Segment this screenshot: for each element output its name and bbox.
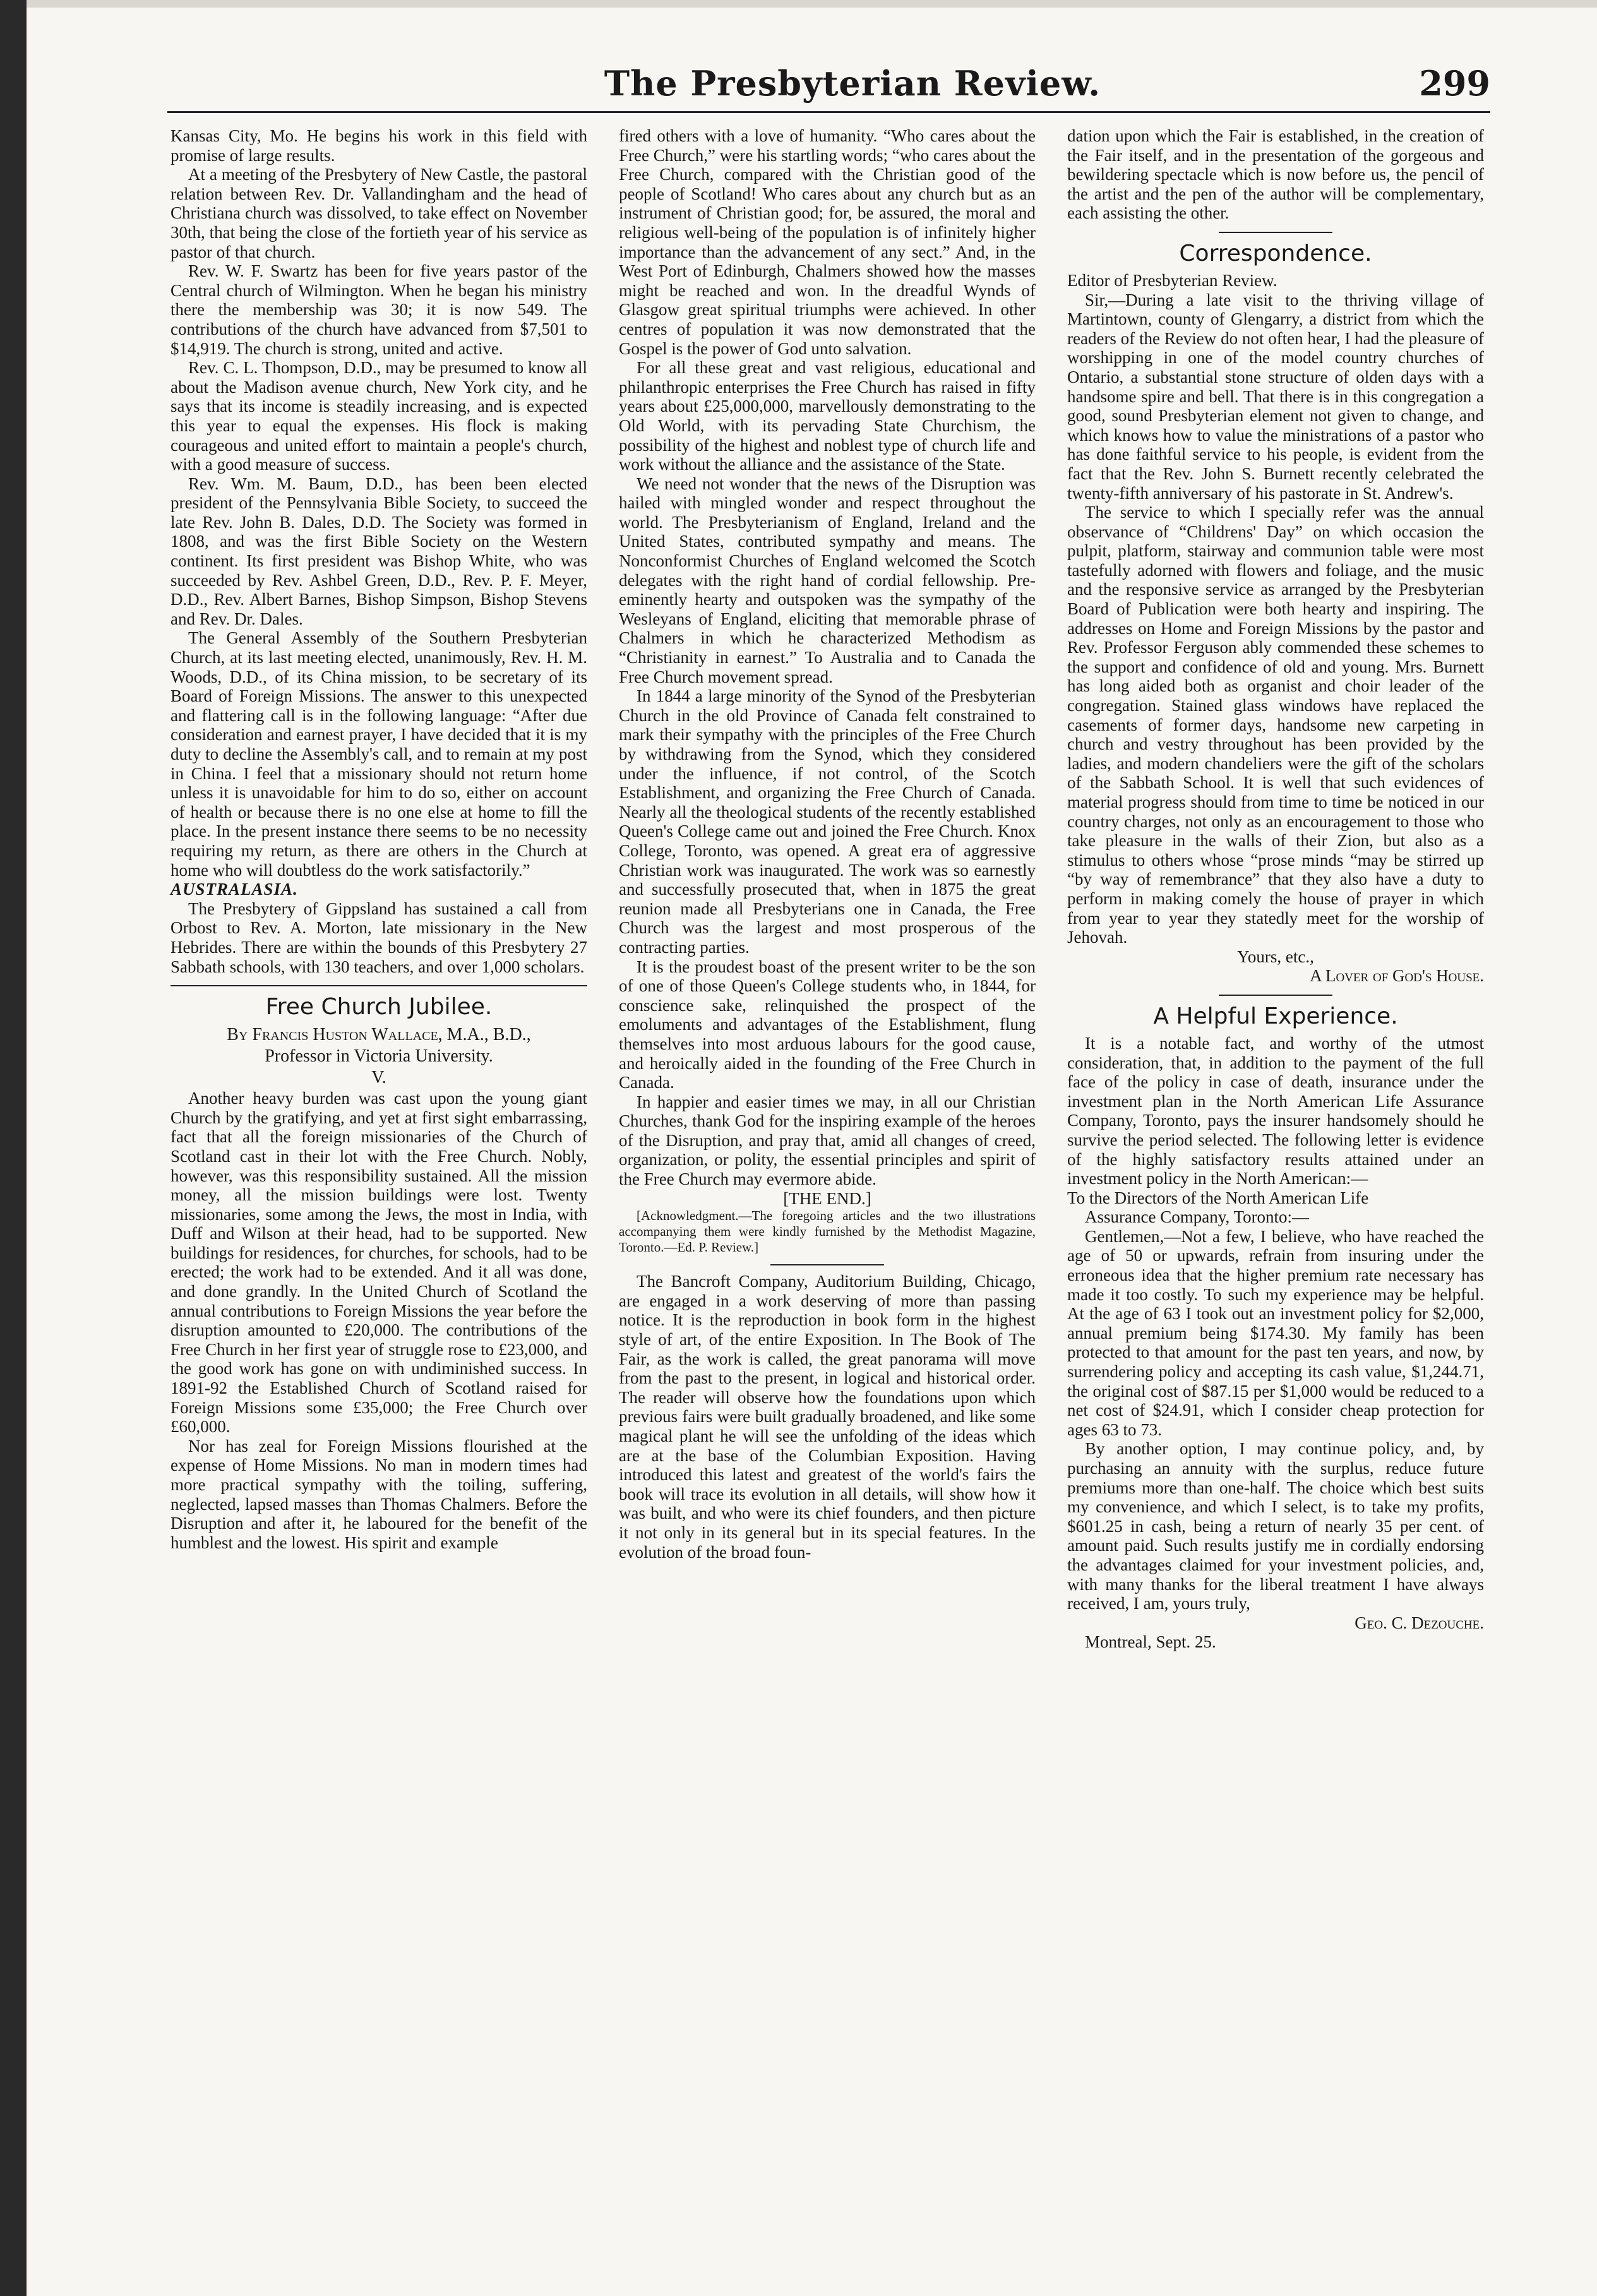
col2-paragraph-2: For all these great and vast religious, educational and philanthropic enterprises the Free Church has raised in fifty years about £25,000,000, marvellously demonstrating to the Old World, with its pervading State Churchism, the possibility of the highest and noblest type of church life and work without the alliance and the assistance of the State. [619,358,1036,474]
article-part-number: V. [371,1068,386,1088]
col1-paragraph-5: Rev. Wm. M. Baum, D.D., has been been elected president of the Pennsylvania Bible Society, to succeed the late Rev. John B. Dales, D.D. The Society was formed in 1808, and was the first Bible Society on the Western continent. Its first president was Bishop White, who was succeeded by Rev. Ashbel Green, D.D., Rev. P. F. Meyer, D.D., Rev. Albert Barnes, Bishop Simpson, Bishop Stevens and Rev. Dr. Dales. [170,474,587,628]
letter-dateline: Montreal, Sept. 25. [1085,1632,1216,1652]
col1-paragraph-3: Rev. W. F. Swartz has been for five years pastor of the Central church of Wilmington. When he began his ministry there the membership was 30; it is now 549. The contributions of the church have advanced from $7,501 to $14,919. The church is strong, united and active. [170,261,587,358]
col1-paragraph-4: Rev. C. L. Thompson, D.D., may be presumed to know all about the Madison avenue church, New York city, and he says that its income is steadily increasing, and is expected this year to equal the expenses. His flock is making courageous and united effort to maintain a people's church, with a good measure of success. [170,358,587,474]
col3-paragraph-5: Gentlemen,—Not a few, I believe, who have reached the age of 50 or upwards, refrain from insuring under the erroneous idea that the higher premium rate necessary has made it too costly. To such my experience may be helpful. At the age of 63 I took out an investment policy for $2,000, annual premium being $174.30. My family has been protected to that amount for the past ten years, and now, by surrendering policy and accepting its cash value, $1,244.71, the original cost of $87.15 per $1,000 would be reduced to a net cost of $24.91, which I consider cheap protection for ages 63 to 73. [1067,1226,1484,1439]
col1-paragraph-8: Another heavy burden was cast upon the young giant Church by the gratifying, and yet at first sight embarrassing, fact that all the foreign missionaries of the Church of Scotland cast in their lot with the Free Church. Nobly, however, was this responsibility sustained. All the mission money, all the mission buildings were lost. Twenty missionaries, some among the Jews, the most in India, with Duff and Wilson at their head, had to be supported. New buildings for residences, for churches, for schools, had to be erected; the work had to be extended. And it all was done, and done grandly. In the United Church of Scotland the annual contributions to Foreign Missions the year before the disruption amounted to £20,000. The contributions of the Free Church in her first year of struggle rose to £23,000, and the good work has gone on with undiminished success. In 1891-92 the Established Church of Scotland raised for Foreign Missions some £35,000; the Free Church over £60,000. [170,1089,587,1437]
letter-addressee-line-2: Assurance Company, Toronto:— [1085,1207,1310,1227]
col3-paragraph-3: The service to which I specially refer was the annual observance of “Childrens' Day” on which occasion the pulpit, platform, stairway and communion table were most tastefully adorned with flowers and foliage, and the music and the responsive service as arranged by the Presbyterian Board of Publication were both hearty and inspiring. The addresses on Home and Foreign Missions by the pastor and Rev. Professor Ferguson ably commended these schemes to the support and confidence of old and young. Mrs. Burnett has long aided both as organist and choir leader of the congregation. Stained glass windows have replaced the casements of former days, handsome new carpeting in church and vestry throughout has been provided by the ladies, and modern chandeliers were the gift of the scholars of the Sabbath School. It is well that such evidences of material progress should from time to time be noticed in our country charges, not only as an encouragement to those who take pleasure in the walls of their Zion, but also as a stimulus to others whose “prose minds “may be stirred up “by way of remembrance” that they also have a duty to perform in making comely the house of prayer in which from year to year they statedly meet for the worship of Jehovah. [1067,503,1484,947]
divider [1219,995,1332,996]
col2-paragraph-1: fired others with a love of humanity. “Who cares about the Free Church,” were his startling words; “who cares about the Free Church, compared with the Christian good of the people of Scotland! Who cares about any church but as an instrument of Christian good; for, be assured, the moral and religious well-being of the population is of infinitely higher importance than the advancement of any sect.” And, in the West Port of Edinburgh, Chalmers showed how the masses might be reached and won. In the dreadful Wynds of Glasgow great spiritual triumphs were achieved. In other centres of population it was now demonstrated that the Gospel is the power of God unto salvation. [619,126,1036,358]
column-1 [170,126,587,1552]
col1-paragraph-9: Nor has zeal for Foreign Missions flourished at the expense of Home Missions. No man in modern times had more practical sympathy with the toiling, suffering, neglected, lapsed masses than Thomas Chalmers. Before the Disruption and after it, he laboured for the benefit of the humblest and the lowest. His spirit and example [170,1436,587,1552]
divider [770,1264,884,1265]
helpful-experience-heading: A Helpful Experience. [1153,1003,1398,1029]
letter-signature: A Lover of God's House. [1310,966,1484,986]
page-binding-edge [0,0,27,2296]
col2-paragraph-6: In happier and easier times we may, in all our Christian Churches, thank God for the inspiring example of the heroes of the Disruption, and pray that, amid all changes of creed, organization, or polity, the essential principles and spirit of the Free Church may evermore abide. [619,1092,1036,1189]
page-top-edge [0,0,1597,8]
col1-paragraph-2: At a meeting of the Presbytery of New Castle, the pastoral relation between Rev. Dr. Vallandingham and the head of Christiana church was dissolved, to take effect on November 30th, that being the close of the fortieth year of his service as pastor of that church. [170,165,587,261]
section-divider [170,985,587,986]
divider [1219,232,1332,233]
acknowledgment-note: [Acknowledgment.—The foregoing articles and the two illustrations accompanying them were kindly furnished by the Methodist Magazine, Toronto.—Ed. P. Review.] [619,1208,1036,1255]
col1-paragraph-1: Kansas City, Mo. He begins his work in this field with promise of large results. [170,126,587,165]
header-rule [167,111,1490,113]
column-3 [1067,126,1484,1652]
article-byline: By Francis Huston Wallace, M.A., B.D., [227,1025,531,1045]
col2-paragraph-4: In 1844 a large minority of the Synod of the Presbyterian Church in the old Province of Canada felt constrained to mark their sympathy with the principles of the Free Church by withdrawing from the Synod, which they considered under the influence, if not control, of the Scotch Establishment, and organizing the Free Church of Canada. Nearly all the theological students of the recently established Queen's College came out and joined the Free Church. Knox College, Toronto, was opened. A great era of aggressive Christian work was inaugurated. The work was so earnestly and successfully prosecuted that, when in 1875 the great reunion made all Presbyterians one in Canada, the Free Church was the largest and most prosperous of the contracting parties. [619,686,1036,957]
col3-paragraph-4: It is a notable fact, and worthy of the utmost consideration, that, in addition to the payment of the full face of the policy in case of death, insurance under the investment plan in the North American Life Assurance Company, Toronto, pays the insurer handsomely should he survive the period selected. The following letter is evidence of the highly satisfactory results attained under an investment policy in the North American:— [1067,1033,1484,1188]
the-end-marker: [THE END.] [783,1188,871,1208]
page-number: 299 [1419,63,1490,104]
col1-australasia-label [170,880,587,899]
page-header-title: The Presbyterian Review. [604,63,1101,104]
col3-paragraph-2: Sir,—During a late visit to the thriving village of Martintown, county of Glengarry, a district from which the readers of the Review do not often hear, I had the pleasure of worshipping in one of the model country churches of Ontario, a substantial stone structure of olden days with a handsome spire and bell. That there is in this congregation a good, sound Presbyterian element not given to change, and which knows how to value the ministrations of a pastor who has done faithful service to his people, is evident from the fact that the Rev. John S. Burnett recently celebrated the twenty-fifth anniversary of his pastorate in St. Andrew's. [1067,290,1484,503]
letter-signer: Geo. C. Dezouche. [1355,1613,1484,1632]
col2-paragraph-3: We need not wonder that the news of the Disruption was hailed with mingled wonder and respect throughout the world. The Presbyterianism of England, Ireland and the United States, contributed sympathy and means. The Nonconformist Churches of England welcomed the Scotch delegates with the right hand of cordial fellowship. Pre-eminently hearty and outspoken was the sympathy of the Wesleyans of England, eliciting that memorable phrase of Chalmers in which he characterized Methodism as “Christianity in earnest.” To Australia and to Canada the Free Church movement spread. [619,474,1036,686]
letter-closing: Yours, etc., [1237,947,1314,966]
correspondence-heading: Correspondence. [1179,240,1372,266]
column-2 [619,126,1036,1562]
col1-paragraph-6: The General Assembly of the Southern Presbyterian Church, at its last meeting elected, unanimously, Rev. H. M. Woods, D.D., of its China mission, to be secretary of its Board of Foreign Missions. The answer to this unexpected and flattering call is in the following language: “After due consideration and earnest prayer, I have decided that it is my duty to decline the Assembly's call, and to remain at my post in China. I feel that a missionary should not return home unless it is unavoidable for him to do so, either on account of health or because there is no one else at home to fill the place. In the present instance there seems to be no necessity requiring my return, as there are others in the Church at home who will doubtless do the work satisfactorily.” [170,628,587,880]
col2-paragraph-7: The Bancroft Company, Auditorium Building, Chicago, are engaged in a work deserving of more than passing notice. It is the reproduction in book form in the highest style of art, of the entire Exposition. In The Book of The Fair, as the work is called, the great panorama will move from the past to the present, in logical and historical order. The reader will observe how the foundations upon which previous fairs were built gradually broadened, and like some magical plant he will see the unfolding of the ideas which are at the base of the Columbian Exposition. Having introduced this latest and greatest of the world's fairs the book will trace its evolution in all details, will show how it was built, and who were its chief founders, and then picture it not only in its general but in its special features. In the evolution of the broad foun- [619,1272,1036,1562]
col1-paragraph-7: The Presbytery of Gippsland has sustained a call from Orbost to Rev. A. Morton, late missionary in the New Hebrides. There are within the bounds of this Presbytery 27 Sabbath schools, with 130 teachers, and over 1,000 scholars. [170,899,587,976]
australasia-label: AUSTRALASIA. [170,880,298,899]
letter-addressee-line-1: To the Directors of the North American Life [1067,1188,1369,1207]
free-church-jubilee-heading: Free Church Jubilee. [265,994,493,1020]
col3-paragraph-6: By another option, I may continue policy, and, by purchasing an annuity with the surplus, reduce future premiums more than one-half. The choice which best suits my convenience, and which I select, is to take my profits, $601.25 in cash, being a return of nearly 35 per cent. of amount paid. Such results justify me in cordially endorsing the advantages claimed for your investment policies, and, with many thanks for the liberal treatment I have always received, I am, yours truly, [1067,1439,1484,1613]
col2-paragraph-5: It is the proudest boast of the present writer to be the son of one of those Queen's College students who, in 1844, for conscience sake, relinquished the prospect of the emoluments and advantages of the Establishment, flung themselves into most arduous labours for the good cause, and heroically aided in the founding of the Free Church in Canada. [619,957,1036,1092]
editor-line: Editor of Presbyterian Review. [1067,270,1277,290]
article-byline-affiliation: Professor in Victoria University. [265,1046,493,1067]
col3-paragraph-1: dation upon which the Fair is established, in the creation of the Fair itself, and in the presentation of the gorgeous and bewildering spectacle which is now before us, the pencil of the artist and the pen of the author will be complementary, each assisting the other. [1067,126,1484,223]
